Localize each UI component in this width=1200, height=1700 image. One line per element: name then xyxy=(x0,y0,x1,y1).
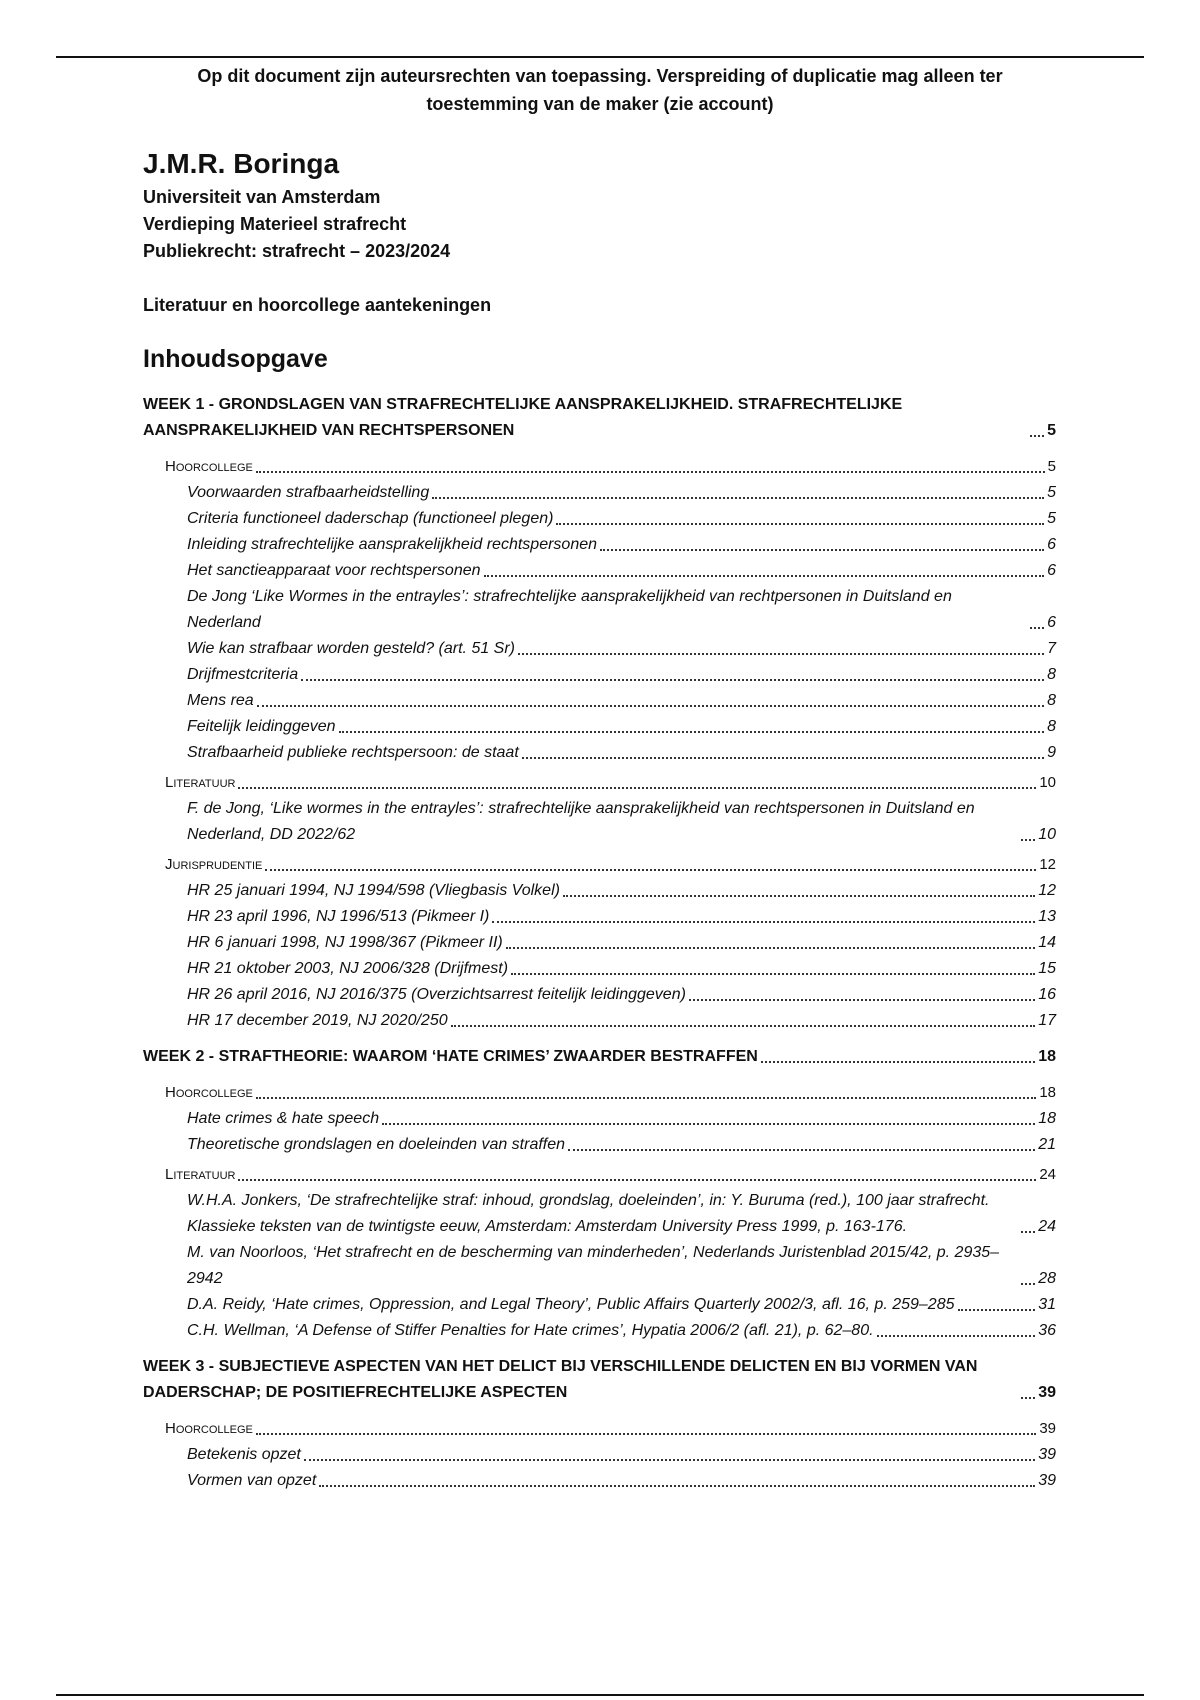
toc-page-number: 7 xyxy=(1047,640,1056,657)
toc-topic-entry[interactable] xyxy=(143,930,1056,956)
toc-entry-title: Vormen van opzet xyxy=(187,1472,317,1489)
toc-entry-title: W.H.A. Jonkers, ‘De strafrechtelijke straf: inhoud, grondslag, doeleinden’, in: Y. Buruma (red.), 100 jaar strafrecht. Klassieke teksten van de twintigste eeuw, Amsterdam: Amsterdam University Press 1999, p. 163-176. xyxy=(187,1192,990,1235)
toc-page-number: 31 xyxy=(1038,1296,1056,1313)
toc-topic-entry[interactable] xyxy=(143,1106,1056,1132)
toc-section-entry[interactable] xyxy=(143,852,1056,878)
toc-dot-leader xyxy=(265,869,1036,871)
toc-entry-title: HR 21 oktober 2003, NJ 2006/328 (Drijfmest) xyxy=(187,960,509,977)
toc-page-number: 21 xyxy=(1038,1136,1056,1153)
toc-entry-title: Feitelijk leidinggeven xyxy=(187,718,336,735)
toc-dot-leader xyxy=(484,575,1045,577)
toc-dot-leader xyxy=(256,471,1045,473)
toc-entry-title: WEEK 2 - STRAFTHEORIE: WAAROM ‘HATE CRIMES’ ZWAARDER BESTRAFFEN xyxy=(143,1048,758,1065)
toc-entry-title: Wie kan strafbaar worden gesteld? (art. 51 Sr) xyxy=(187,640,516,657)
toc-dot-leader xyxy=(1021,1231,1035,1233)
toc-entry-title: C.H. Wellman, ‘A Defense of Stiffer Penalties for Hate crimes’, Hypatia 2006/2 (afl. 21), p. 62–80. xyxy=(187,1322,874,1339)
toc-topic-entry[interactable] xyxy=(143,904,1056,930)
document-header xyxy=(143,144,1063,377)
author-name: J.M.R. Boringa xyxy=(143,148,340,179)
toc-week-entry[interactable] xyxy=(143,1354,1056,1406)
toc-section-entry[interactable] xyxy=(143,1080,1056,1106)
toc-page-number: 39 xyxy=(1038,1472,1056,1489)
toc-topic-entry[interactable] xyxy=(143,636,1056,662)
toc-page-number: 39 xyxy=(1039,1420,1056,1437)
toc-dot-leader xyxy=(492,921,1035,923)
toc-dot-leader xyxy=(256,1433,1036,1435)
toc-page-number: 12 xyxy=(1039,856,1056,873)
toc-entry-title: Criteria functioneel daderschap (functioneel plegen) xyxy=(187,510,554,527)
toc-entry-title: M. van Noorloos, ‘Het strafrecht en de bescherming van minderheden’, Nederlands Juristenblad 2015/42, p. 2935–2942 xyxy=(187,1244,1000,1287)
toc-entry-title: HR 25 januari 1994, NJ 1994/598 (Vliegbasis Volkel) xyxy=(187,882,560,899)
toc-dot-leader xyxy=(1030,435,1044,437)
toc-page-number: 6 xyxy=(1047,614,1056,631)
toc-topic-entry[interactable] xyxy=(143,1132,1056,1158)
toc-entry-title: Inleiding strafrechtelijke aansprakelijkheid rechtspersonen xyxy=(187,536,598,553)
toc-topic-entry[interactable] xyxy=(143,1292,1056,1318)
toc-topic-entry[interactable] xyxy=(143,878,1056,904)
toc-page-number: 5 xyxy=(1047,422,1056,439)
toc-entry-title: D.A. Reidy, ‘Hate crimes, Oppression, and Legal Theory’, Public Affairs Quarterly 2002/3, afl. 16, p. 259–285 xyxy=(187,1296,955,1313)
toc-page-number: 6 xyxy=(1047,562,1056,579)
toc-entry-title: Literatuur xyxy=(165,774,236,791)
toc-dot-leader xyxy=(301,679,1044,681)
toc-page-number: 6 xyxy=(1047,536,1056,553)
toc-dot-leader xyxy=(958,1309,1036,1311)
toc-entry-title: Voorwaarden strafbaarheidstelling xyxy=(187,484,430,501)
toc-entry-title: Literatuur xyxy=(165,1166,236,1183)
toc-topic-entry[interactable] xyxy=(143,1468,1056,1494)
toc-week-entry[interactable] xyxy=(143,392,1056,444)
toc-page-number: 39 xyxy=(1038,1446,1056,1463)
toc-entry-title: Drijfmestcriteria xyxy=(187,666,299,683)
toc-section-entry[interactable] xyxy=(143,1162,1056,1188)
toc-page-number: 5 xyxy=(1047,510,1056,527)
toc-page-number: 8 xyxy=(1047,718,1056,735)
toc-page-number: 13 xyxy=(1038,908,1056,925)
toc-topic-entry[interactable] xyxy=(143,1318,1056,1344)
toc-dot-leader xyxy=(563,895,1035,897)
toc-entry-title: Mens rea xyxy=(187,692,254,709)
toc-entry-title: Strafbaarheid publieke rechtspersoon: de staat xyxy=(187,744,519,761)
toc-dot-leader xyxy=(568,1149,1035,1151)
toc-dot-leader xyxy=(1030,627,1044,629)
toc-page-number: 24 xyxy=(1039,1166,1056,1183)
toc-entry-title: HR 17 december 2019, NJ 2020/250 xyxy=(187,1012,448,1029)
toc-dot-leader xyxy=(1021,1397,1035,1399)
toc-page-number: 10 xyxy=(1039,774,1056,791)
toc-topic-entry[interactable] xyxy=(143,1188,1056,1240)
toc-dot-leader xyxy=(319,1485,1035,1487)
toc-entry-title: F. de Jong, ‘Like wormes in the entrayles’: strafrechtelijke aansprakelijkheid van rechtspersonen in Duitsland en Nederland, DD 2022/62 xyxy=(187,800,975,843)
toc-topic-entry[interactable] xyxy=(143,1442,1056,1468)
toc-dot-leader xyxy=(257,705,1044,707)
toc-entry-title: Hoorcollege xyxy=(165,1420,253,1437)
toc-dot-leader xyxy=(511,973,1035,975)
course-line: Verdieping Materieel strafrecht xyxy=(143,214,407,234)
toc-page-number: 14 xyxy=(1038,934,1056,951)
toc-dot-leader xyxy=(256,1097,1036,1099)
toc-topic-entry[interactable] xyxy=(143,982,1056,1008)
toc-page-number: 18 xyxy=(1038,1110,1056,1127)
toc-entry-title: WEEK 3 - SUBJECTIEVE ASPECTEN VAN HET DELICT BIJ VERSCHILLENDE DELICTEN EN BIJ VORMEN VAN DADERSCHAP; DE POSITIEFRECHTELIJKE ASPECTEN xyxy=(143,1358,978,1401)
toc-topic-entry[interactable] xyxy=(143,1240,1056,1292)
toc-entry-title: Hate crimes & hate speech xyxy=(187,1110,380,1127)
toc-dot-leader xyxy=(877,1335,1036,1337)
toc-entry-title: HR 6 januari 1998, NJ 1998/367 (Pikmeer II) xyxy=(187,934,503,951)
toc-dot-leader xyxy=(1021,839,1035,841)
toc-topic-entry[interactable] xyxy=(143,506,1056,532)
toc-page-number: 9 xyxy=(1047,744,1056,761)
toc-page-number: 28 xyxy=(1038,1270,1056,1287)
toc-page-number: 36 xyxy=(1038,1322,1056,1339)
toc-entry-title: Betekenis opzet xyxy=(187,1446,301,1463)
toc-page-number: 10 xyxy=(1038,826,1056,843)
toc-dot-leader xyxy=(556,523,1044,525)
toc-topic-entry[interactable] xyxy=(143,688,1056,714)
toc-entry-title: Hoorcollege xyxy=(165,458,253,475)
toc-entry-title: Hoorcollege xyxy=(165,1084,253,1101)
toc-section-entry[interactable] xyxy=(143,454,1056,480)
toc-dot-leader xyxy=(238,1179,1036,1181)
toc-title: Inhoudsopgave xyxy=(143,345,328,373)
toc-entry-title: Jurisprudentie xyxy=(165,856,263,873)
toc-topic-entry[interactable] xyxy=(143,740,1056,766)
toc-dot-leader xyxy=(506,947,1035,949)
program-line: Publiekrecht: strafrecht – 2023/2024 xyxy=(143,241,451,261)
toc-dot-leader xyxy=(761,1061,1035,1063)
toc-week-entry[interactable] xyxy=(143,1044,1056,1070)
toc-dot-leader xyxy=(339,731,1045,733)
document-subtitle: Literatuur en hoorcollege aantekeningen xyxy=(143,295,492,315)
toc-dot-leader xyxy=(518,653,1044,655)
toc-page-number: 5 xyxy=(1047,484,1056,501)
toc-topic-entry[interactable] xyxy=(143,532,1056,558)
toc-topic-entry[interactable] xyxy=(143,1008,1056,1034)
toc-topic-entry[interactable] xyxy=(143,714,1056,740)
toc-page-number: 15 xyxy=(1038,960,1056,977)
toc-entry-title: HR 23 april 1996, NJ 1996/513 (Pikmeer I) xyxy=(187,908,490,925)
top-rule xyxy=(56,56,1144,58)
toc-topic-entry[interactable] xyxy=(143,480,1056,506)
toc-dot-leader xyxy=(304,1459,1035,1461)
toc-dot-leader xyxy=(451,1025,1036,1027)
toc-page-number: 8 xyxy=(1047,692,1056,709)
toc-page-number: 18 xyxy=(1039,1084,1056,1101)
toc-page-number: 12 xyxy=(1038,882,1056,899)
toc-page-number: 8 xyxy=(1047,666,1056,683)
toc-dot-leader xyxy=(689,999,1035,1001)
university-line: Universiteit van Amsterdam xyxy=(143,187,381,207)
toc-dot-leader xyxy=(432,497,1044,499)
copyright-notice: Op dit document zijn auteursrechten van toepassing. Verspreiding of duplicatie mag alleen ter toestemming van de maker (zie account) xyxy=(197,66,1003,114)
toc-entry-title: Theoretische grondslagen en doeleinden van straffen xyxy=(187,1136,566,1153)
toc-topic-entry[interactable] xyxy=(143,662,1056,688)
toc-page-number: 17 xyxy=(1038,1012,1056,1029)
toc-dot-leader xyxy=(522,757,1044,759)
toc-entry-title: HR 26 april 2016, NJ 2016/375 (Overzichtsarrest feitelijk leidinggeven) xyxy=(187,986,686,1003)
toc-topic-entry[interactable] xyxy=(143,796,1056,848)
toc-section-entry[interactable] xyxy=(143,1416,1056,1442)
toc-dot-leader xyxy=(600,549,1044,551)
toc-topic-entry[interactable] xyxy=(143,558,1056,584)
table-of-contents xyxy=(143,392,1056,1494)
toc-section-entry[interactable] xyxy=(143,770,1056,796)
toc-dot-leader xyxy=(382,1123,1035,1125)
toc-page-number: 39 xyxy=(1038,1384,1056,1401)
toc-page-number: 18 xyxy=(1038,1048,1056,1065)
toc-page-number: 16 xyxy=(1038,986,1056,1003)
toc-entry-title: WEEK 1 - GRONDSLAGEN VAN STRAFRECHTELIJKE AANSPRAKELIJKHEID. STRAFRECHTELIJKE AANSPRAKELIJKHEID VAN RECHTSPERSONEN xyxy=(143,396,903,439)
toc-page-number: 5 xyxy=(1047,458,1056,475)
toc-entry-title: Het sanctieapparaat voor rechtspersonen xyxy=(187,562,481,579)
bottom-rule xyxy=(56,1694,1144,1696)
toc-topic-entry[interactable] xyxy=(143,956,1056,982)
toc-topic-entry[interactable] xyxy=(143,584,1056,636)
toc-page-number: 24 xyxy=(1038,1218,1056,1235)
toc-dot-leader xyxy=(1021,1283,1035,1285)
toc-entry-title: De Jong ‘Like Wormes in the entrayles’: strafrechtelijke aansprakelijkheid van rechtpersonen in Duitsland en Nederland xyxy=(187,588,952,631)
toc-dot-leader xyxy=(238,787,1036,789)
